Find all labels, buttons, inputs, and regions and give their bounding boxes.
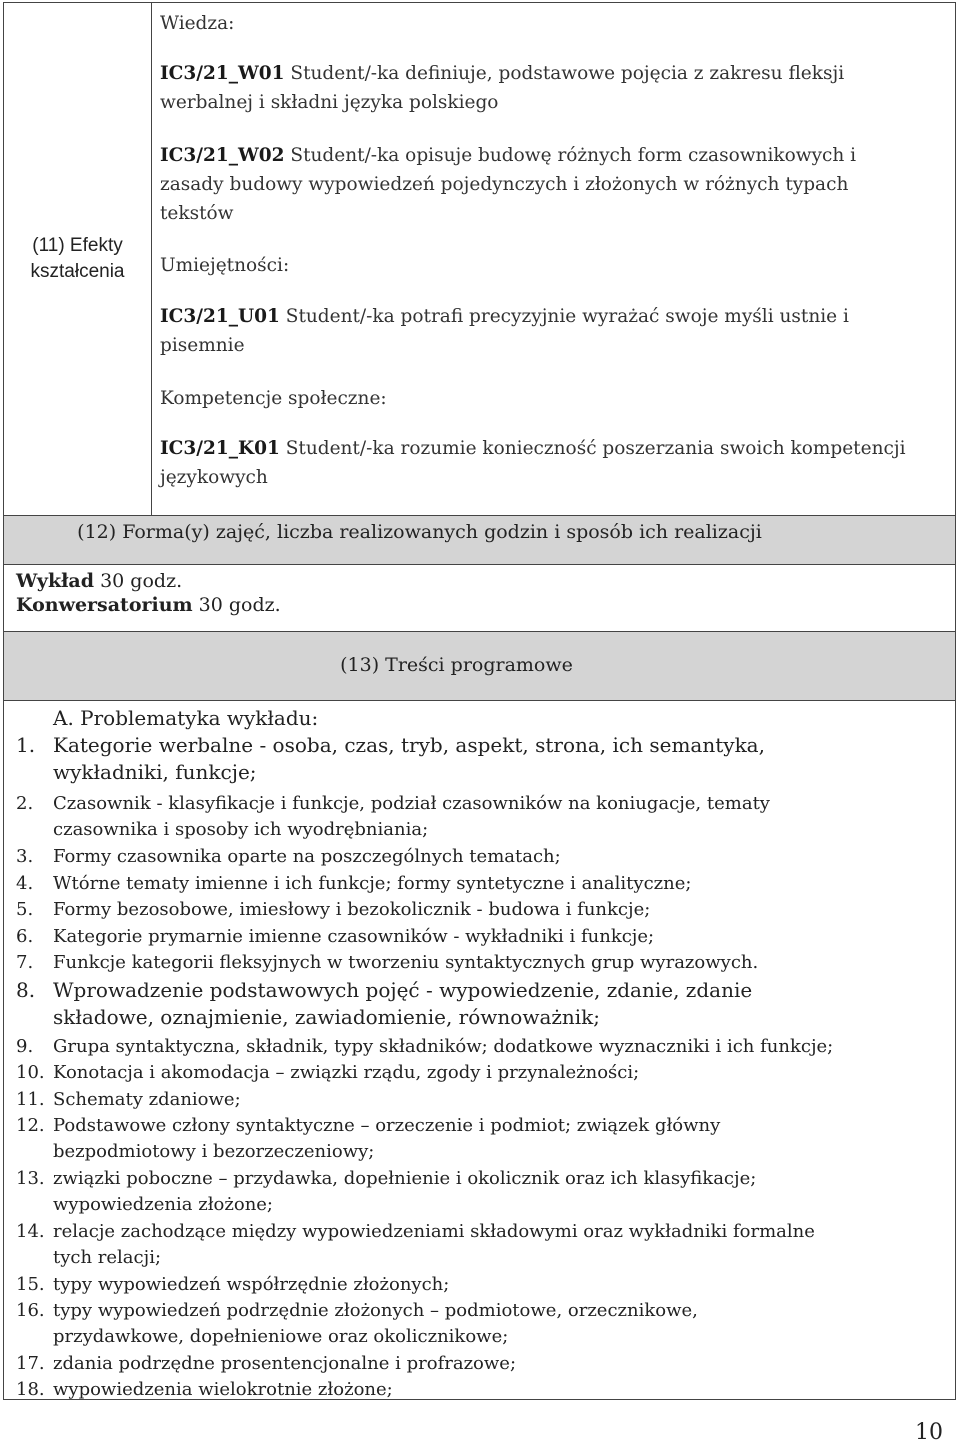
outcome-w01: IC3/21_W01 Student/-ka definiuje, podstawowe pojęcia z zakresu fleksji werbalnej i składni języka polskiego (160, 63, 845, 113)
forms-list (16, 569, 281, 617)
forms-header: (12) Forma(y) zajęć, liczba realizowanych godzin i sposób ich realizacji (77, 521, 762, 543)
outcome-code: IC3/21_W02 (160, 145, 285, 166)
outcome-w02: IC3/21_W02 Student/-ka opisuje budowę różnych form czasownikowych i zasady budowy wypowiedzeń pojedynczych i złożonych w różnych typach tekstów (160, 145, 857, 224)
content-header-band (4, 631, 955, 701)
outcome-code: IC3/21_W01 (160, 63, 285, 84)
knowledge-heading: Wiedza: (160, 13, 235, 34)
content-header: (13) Treści programowe (340, 654, 573, 676)
page-number: 10 (915, 1420, 943, 1445)
syllabus-table: (11) Efekty kształcenia Wiedza: IC3/21_W01 Student/-ka definiuje, podstawowe pojęcia z zakresu fleksji werbalnej i składni języka polskiego IC3/21_W02 Student/-ka opisuje budowę różnych form czasownikowych i zasady budowy wypowiedzeń pojedynczych i złożonych w różnych typach tekstów Umiejętności: IC3/21_U01 Student/-ka potrafi precyzyjnie wyrażać swoje myśli ustnie i pisemnie Kompetencje społeczne: IC3/21_K01 Student/-ka rozumie konieczność poszerzania swoich kompetencji językowych (12) Forma(y) zajęć, liczba realizowanych godzin i sposób ich realizacji Wykład 30 godz. Konwersatorium 30 godz. (13) Treści programowe A. Problematyka wykładu: 1. Kategorie werbalne - osoba, czas, tryb, aspekt, strona, ich semantyka, wykładniki, funkcje; 2. Czasownik - klasyfikacje i funkcje, podział czasowników na koniugacje, tematy czasownika i sposoby ich wyodrębniania; 3. Formy czasownika oparte na poszczególnych tematach; 4. Wtórne tematy imienne i ich funkcje; formy syntetyczne i analityczne; 5. Formy bezosobowe, imiesłowy i bezokolicznik - budowa i funkcje; 6. Kategorie prymarnie imienne czasowników - wykładniki i funkcje; 7. Funkcje kategorii fleksyjnych w tworzeniu syntaktycznych grup wyrazowych. 8. Wprowadzenie podstawowych pojęć - wypowiedzenie, zdanie, zdanie składowe, oznajmienie, zawiadomienie, równoważnik; 9. Grupa syntaktyczna, składnik, typy składników; dodatkowe wyznaczniki i ich funkcje; 10. Konotacja i akomodacja – związki rządu, zgody i przynależności; 11. Schematy zdaniowe; 12. Podstawowe człony syntaktyczne – orzeczenie i podmiot; związek główny bezpodmiotowy i bezorzeczeniowy; 13. związki poboczne – przydawka, dopełnienie i okolicznik oraz ich klasyfikacje; wypowiedzenia złożone; 14. relacje zachodzące między wypowiedzeniami składowymi oraz wykładniki formalne tych relacji; 15. typy wypowiedzeń współrzędnie złożonych; 16. typy wypowiedzeń podrzędnie złożonych – podmiotowe, orzecznikowe, przydawkowe, dopełnieniowe oraz okolicznikowe; 17. zdania podrzędne prosentencjonalne i profrazowe; 18. wypowiedzenia wielokrotnie złożone; (3, 2, 956, 1400)
learning-outcomes-row (4, 3, 955, 515)
outcome-u01: IC3/21_U01 Student/-ka potrafi precyzyjnie wyrażać swoje myśli ustnie i pisemnie (160, 306, 849, 356)
forms-header-band (4, 515, 955, 565)
social-competences-heading: Kompetencje społeczne: (160, 388, 387, 409)
outcome-code: IC3/21_U01 (160, 306, 280, 327)
lecture-hours: Wykład 30 godz. (16, 570, 183, 592)
outcome-k01: IC3/21_K01 Student/-ka rozumie konieczność poszerzania swoich kompetencji językowych (160, 438, 906, 488)
conversation-hours: Konwersatorium 30 godz. (16, 594, 281, 616)
learning-outcomes-label: (11) Efekty kształcenia (30, 235, 125, 282)
skills-heading: Umiejętności: (160, 255, 290, 276)
learning-outcomes-label-cell (4, 3, 152, 515)
outcome-code: IC3/21_K01 (160, 438, 280, 459)
